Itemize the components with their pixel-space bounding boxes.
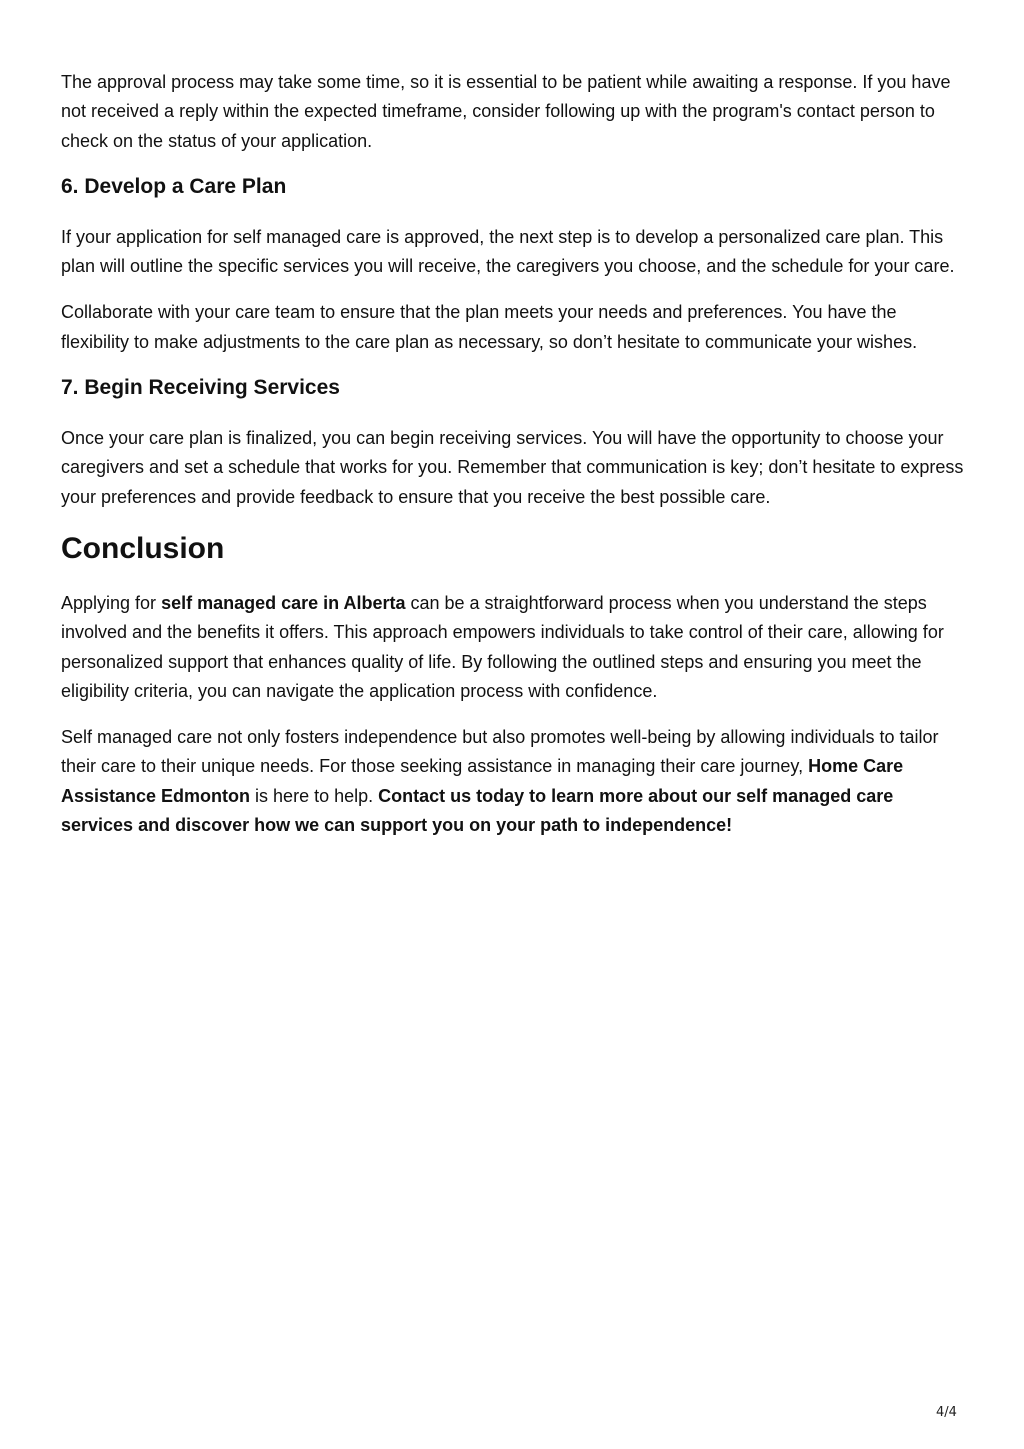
conclusion-p2-middle: is here to help. — [250, 785, 379, 806]
services-paragraph: Once your care plan is finalized, you can begin receiving services. You will have the opportunity to choose your caregivers and set a schedule that works for you. Remember that communication is key; don’t hesitate to express your preferences and provide feedback to ensure that you receive the best possible care. — [61, 428, 964, 507]
document-page — [61, 68, 966, 857]
approval-paragraph: The approval process may take some time, so it is essential to be patient while awaiting a response. If you have not received a reply within the expected timeframe, consider following up with the program's contact person to check on the status of your application. — [61, 72, 951, 151]
heading-develop-care-plan: 6. Develop a Care Plan — [61, 174, 287, 198]
heading-conclusion: Conclusion — [61, 531, 225, 565]
company-name: Home Care Assistance Edmonton — [61, 756, 904, 806]
heading-begin-receiving-services: 7. Begin Receiving Services — [61, 376, 340, 400]
page-number: 4/4 — [936, 1405, 957, 1420]
care-plan-paragraph-1: If your application for self managed care is approved, the next step is to develop a personalized care plan. This plan will outline the specific services you will receive, the caregivers you choose, and the schedule for your care. — [61, 226, 955, 277]
conclusion-p1-suffix: can be a straightforward process when you understand the steps involved and the benefits it offers. This approach empowers individuals to take control of their care, allowing for personalized support that enhances quality of life. By following the outlined steps and ensuring you meet the eligibility criteria, you can navigate the application process with confidence. — [61, 592, 944, 701]
conclusion-paragraph-2 — [61, 723, 966, 840]
care-plan-paragraph-2: Collaborate with your care team to ensure that the plan meets your needs and preferences. You have the flexibility to make adjustments to the care plan as necessary, so don’t hesitate to communicate your wishes. — [61, 302, 918, 352]
conclusion-p1-bold: self managed care in Alberta — [161, 592, 406, 613]
conclusion-p1-prefix: Applying for — [61, 592, 162, 613]
call-to-action-text: Contact us today to learn more about our self managed care services and discover how we can support you on your path to independence! — [61, 785, 894, 836]
conclusion-paragraph-1 — [61, 589, 966, 706]
conclusion-p2-prefix: Self managed care not only fosters independence but also promotes well-being by allowing individuals to tailor their care to their unique needs. For those seeking assistance in managing their care journey, — [61, 727, 939, 777]
